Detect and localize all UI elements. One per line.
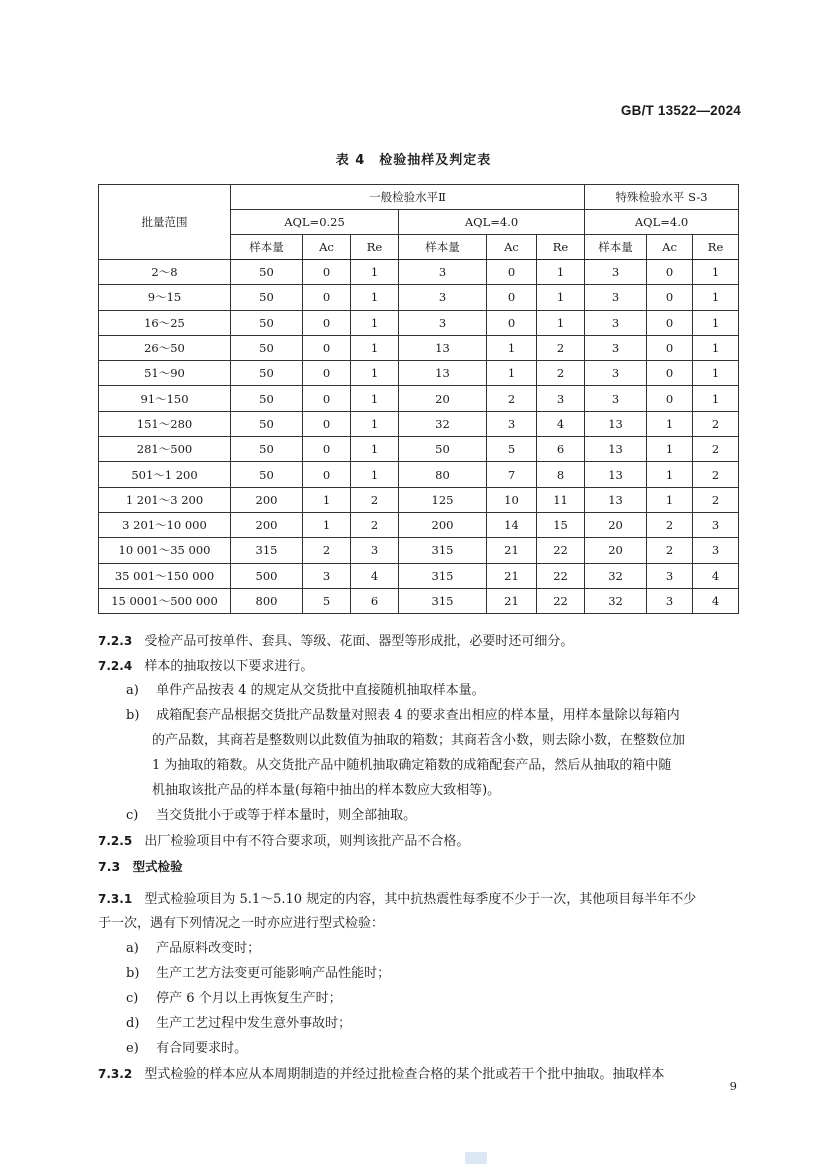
lot-range-cell: 281～500 xyxy=(99,437,231,462)
table-cell: 20 xyxy=(585,538,647,563)
table-cell: 6 xyxy=(537,437,585,462)
table-cell: 2 xyxy=(351,487,399,512)
table-cell: 14 xyxy=(487,512,537,537)
table-cell: 0 xyxy=(647,335,693,360)
table-row xyxy=(99,588,739,613)
table-cell: 1 xyxy=(537,285,585,310)
table-cell: 20 xyxy=(399,386,487,411)
table-cell: 3 xyxy=(585,335,647,360)
section-title: 7.3 型式检验 xyxy=(98,859,183,874)
standard-number: GB/T 13522—2024 xyxy=(620,103,741,118)
list-marker: b) xyxy=(126,966,140,981)
aql-40-general-header: AQL=4.0 xyxy=(399,210,585,235)
table-cell: 7 xyxy=(487,462,537,487)
table-cell: 0 xyxy=(487,310,537,335)
list-item-text: 1 为抽取的箱数。从交货批产品中随机抽取确定箱数的成箱配套产品，然后从抽取的箱中随 xyxy=(152,758,672,773)
lot-range-cell: 51～90 xyxy=(99,361,231,386)
table-cell: 0 xyxy=(303,411,351,436)
table-cell: 20 xyxy=(585,512,647,537)
table-cell: 50 xyxy=(231,361,303,386)
table-cell: 1 xyxy=(351,411,399,436)
table-cell: 50 xyxy=(231,310,303,335)
table-row xyxy=(99,487,739,512)
table-cell: 200 xyxy=(231,487,303,512)
list-marker: e) xyxy=(126,1041,139,1056)
table-row xyxy=(99,361,739,386)
table-cell: 1 xyxy=(647,411,693,436)
clause-number: 7.2.3 xyxy=(98,634,133,648)
watermark-stamp xyxy=(465,1152,487,1164)
table-row xyxy=(99,310,739,335)
table-cell: 50 xyxy=(231,462,303,487)
table-row xyxy=(99,386,739,411)
table-cell: 32 xyxy=(399,411,487,436)
table-cell: 50 xyxy=(231,285,303,310)
table-cell: 1 xyxy=(351,310,399,335)
table-cell: 21 xyxy=(487,563,537,588)
special-level-header: 特殊检验水平 S-3 xyxy=(585,185,739,210)
re-header: Re xyxy=(537,235,585,260)
lot-range-cell: 3 201～10 000 xyxy=(99,512,231,537)
table-row xyxy=(99,437,739,462)
table-cell: 2 xyxy=(647,512,693,537)
table-cell: 0 xyxy=(303,310,351,335)
table-row xyxy=(99,512,739,537)
table-cell: 1 xyxy=(647,437,693,462)
table-cell: 2 xyxy=(693,462,739,487)
clause-number: 7.2.5 xyxy=(98,834,133,848)
table-row xyxy=(99,411,739,436)
clause-text: 于一次，遇有下列情况之一时亦应进行型式检验： xyxy=(98,916,385,931)
clause-text: 样本的抽取按以下要求进行。 xyxy=(144,659,314,674)
table-cell: 2 xyxy=(693,487,739,512)
table-cell: 13 xyxy=(585,437,647,462)
table-cell: 1 xyxy=(537,260,585,285)
table-cell: 2 xyxy=(487,386,537,411)
page-number: 9 xyxy=(729,1079,737,1093)
list-item-text: 单件产品按表 4 的规定从交货批中直接随机抽取样本量。 xyxy=(156,683,485,698)
table-cell: 2 xyxy=(693,437,739,462)
table-cell: 0 xyxy=(303,386,351,411)
list-item-text: 停产 6 个月以上再恢复生产时； xyxy=(156,991,342,1006)
table-cell: 125 xyxy=(399,487,487,512)
lot-range-cell: 2～8 xyxy=(99,260,231,285)
table-cell: 4 xyxy=(537,411,585,436)
ac-header: Ac xyxy=(487,235,537,260)
list-marker: a) xyxy=(126,683,139,698)
table-cell: 1 xyxy=(303,487,351,512)
table-row xyxy=(99,462,739,487)
clause-text: 出厂检验项目中有不符合要求项，则判该批产品不合格。 xyxy=(144,834,470,849)
lot-range-cell: 91～150 xyxy=(99,386,231,411)
table-cell: 3 xyxy=(303,563,351,588)
table-cell: 0 xyxy=(647,310,693,335)
lot-range-cell: 15 0001～500 000 xyxy=(99,588,231,613)
list-item-text: 成箱配套产品根据交货批产品数量对照表 4 的要求查出相应的样本量，用样本量除以每箱内 xyxy=(156,708,680,723)
table-cell: 0 xyxy=(303,462,351,487)
lot-range-cell: 10 001～35 000 xyxy=(99,538,231,563)
table-cell: 1 xyxy=(303,512,351,537)
lot-range-cell: 1 201～3 200 xyxy=(99,487,231,512)
ac-header: Ac xyxy=(647,235,693,260)
table-cell: 3 xyxy=(693,512,739,537)
table-cell: 0 xyxy=(647,386,693,411)
list-marker: c) xyxy=(126,991,139,1006)
table-cell: 13 xyxy=(585,487,647,512)
sampling-table xyxy=(98,184,739,614)
list-item-text: 有合同要求时。 xyxy=(156,1041,248,1056)
re-header: Re xyxy=(351,235,399,260)
table-cell: 15 xyxy=(537,512,585,537)
table-cell: 0 xyxy=(647,260,693,285)
table-cell: 1 xyxy=(537,310,585,335)
table-cell: 22 xyxy=(537,538,585,563)
table-cell: 1 xyxy=(647,462,693,487)
general-level-header: 一般检验水平Ⅱ xyxy=(231,185,585,210)
table-cell: 50 xyxy=(231,437,303,462)
table-cell: 3 xyxy=(399,285,487,310)
table-cell: 13 xyxy=(585,411,647,436)
lot-range-cell: 16～25 xyxy=(99,310,231,335)
table-cell: 315 xyxy=(399,538,487,563)
table-row xyxy=(99,538,739,563)
list-item-text: 机抽取该批产品的样本量(每箱中抽出的样本数应大致相等)。 xyxy=(152,783,501,798)
table-cell: 32 xyxy=(585,563,647,588)
table-cell: 3 xyxy=(351,538,399,563)
list-item-text: 生产工艺过程中发生意外事故时； xyxy=(156,1016,352,1031)
table-cell: 3 xyxy=(399,260,487,285)
table-title: 表 4 检验抽样及判定表 xyxy=(335,153,492,168)
table-cell: 5 xyxy=(487,437,537,462)
aql-40-special-header: AQL=4.0 xyxy=(585,210,739,235)
table-cell: 32 xyxy=(585,588,647,613)
table-cell: 21 xyxy=(487,588,537,613)
table-row xyxy=(99,285,739,310)
table-cell: 4 xyxy=(351,563,399,588)
table-cell: 2 xyxy=(537,335,585,360)
table-cell: 0 xyxy=(303,285,351,310)
table-cell: 3 xyxy=(585,260,647,285)
sample-size-header: 样本量 xyxy=(231,235,303,260)
lot-range-header: 批量范围 xyxy=(99,185,231,260)
table-cell: 4 xyxy=(693,563,739,588)
clause-number: 7.3.1 xyxy=(98,892,133,906)
lot-range-cell: 151～280 xyxy=(99,411,231,436)
table-cell: 11 xyxy=(537,487,585,512)
table-cell: 50 xyxy=(231,260,303,285)
list-item-text: 产品原料改变时； xyxy=(156,941,261,956)
table-cell: 6 xyxy=(351,588,399,613)
table-cell: 1 xyxy=(351,437,399,462)
table-cell: 0 xyxy=(647,361,693,386)
table-cell: 22 xyxy=(537,588,585,613)
table-cell: 315 xyxy=(399,563,487,588)
table-cell: 21 xyxy=(487,538,537,563)
table-cell: 3 xyxy=(399,310,487,335)
table-cell: 2 xyxy=(351,512,399,537)
aql-025-header: AQL=0.25 xyxy=(231,210,399,235)
lot-range-cell: 35 001～150 000 xyxy=(99,563,231,588)
table-cell: 2 xyxy=(647,538,693,563)
table-cell: 3 xyxy=(585,285,647,310)
table-cell: 1 xyxy=(647,487,693,512)
lot-range-cell: 9～15 xyxy=(99,285,231,310)
sample-size-header: 样本量 xyxy=(399,235,487,260)
table-cell: 0 xyxy=(303,260,351,285)
list-marker: c) xyxy=(126,808,139,823)
table-cell: 1 xyxy=(351,285,399,310)
table-cell: 13 xyxy=(399,335,487,360)
table-cell: 1 xyxy=(693,361,739,386)
table-cell: 50 xyxy=(231,335,303,360)
table-cell: 315 xyxy=(399,588,487,613)
table-cell: 1 xyxy=(487,361,537,386)
list-item-text: 生产工艺方法变更可能影响产品性能时； xyxy=(156,966,391,981)
re-header: Re xyxy=(693,235,739,260)
table-cell: 200 xyxy=(399,512,487,537)
table-cell: 50 xyxy=(231,411,303,436)
table-cell: 800 xyxy=(231,588,303,613)
table-row xyxy=(99,563,739,588)
table-cell: 1 xyxy=(351,462,399,487)
table-cell: 1 xyxy=(693,310,739,335)
clause-text: 型式检验项目为 5.1～5.10 规定的内容，其中抗热震性每季度不少于一次，其他项目每半年不少 xyxy=(144,892,697,907)
table-cell: 200 xyxy=(231,512,303,537)
table-cell: 1 xyxy=(351,335,399,360)
sample-size-header: 样本量 xyxy=(585,235,647,260)
table-cell: 2 xyxy=(303,538,351,563)
list-item-text: 当交货批小于或等于样本量时，则全部抽取。 xyxy=(156,808,417,823)
table-cell: 50 xyxy=(231,386,303,411)
table-cell: 1 xyxy=(351,386,399,411)
table-cell: 0 xyxy=(303,361,351,386)
table-cell: 8 xyxy=(537,462,585,487)
table-cell: 1 xyxy=(487,335,537,360)
table-cell: 2 xyxy=(537,361,585,386)
lot-range-cell: 501～1 200 xyxy=(99,462,231,487)
table-cell: 0 xyxy=(303,335,351,360)
table-cell: 1 xyxy=(693,285,739,310)
list-marker: a) xyxy=(126,941,139,956)
table-cell: 1 xyxy=(693,260,739,285)
lot-range-cell: 26～50 xyxy=(99,335,231,360)
table-cell: 13 xyxy=(585,462,647,487)
table-row xyxy=(99,260,739,285)
table-cell: 13 xyxy=(399,361,487,386)
table-cell: 3 xyxy=(693,538,739,563)
table-cell: 1 xyxy=(693,386,739,411)
list-marker: d) xyxy=(126,1016,140,1031)
clause-text: 受检产品可按单件、套具、等级、花面、器型等形成批，必要时还可细分。 xyxy=(144,634,574,649)
table-cell: 2 xyxy=(693,411,739,436)
table-cell: 0 xyxy=(647,285,693,310)
table-cell: 5 xyxy=(303,588,351,613)
list-item-text: 的产品数，其商若是整数则以此数值为抽取的箱数；其商若含小数，则去除小数，在整数位加 xyxy=(152,733,686,748)
table-cell: 3 xyxy=(585,310,647,335)
table-cell: 22 xyxy=(537,563,585,588)
table-cell: 0 xyxy=(303,437,351,462)
table-cell: 80 xyxy=(399,462,487,487)
table-cell: 315 xyxy=(231,538,303,563)
table-cell: 1 xyxy=(693,335,739,360)
table-cell: 3 xyxy=(487,411,537,436)
table-cell: 3 xyxy=(537,386,585,411)
table-cell: 500 xyxy=(231,563,303,588)
table-row xyxy=(99,335,739,360)
list-marker: b) xyxy=(126,708,140,723)
table-cell: 4 xyxy=(693,588,739,613)
clause-text: 型式检验的样本应从本周期制造的并经过批检查合格的某个批或若干个批中抽取。抽取样本 xyxy=(144,1067,665,1082)
clause-number: 7.2.4 xyxy=(98,659,133,673)
table-cell: 50 xyxy=(399,437,487,462)
table-cell: 10 xyxy=(487,487,537,512)
table-cell: 3 xyxy=(585,361,647,386)
table-cell: 1 xyxy=(351,260,399,285)
table-cell: 3 xyxy=(647,563,693,588)
table-cell: 0 xyxy=(487,260,537,285)
ac-header: Ac xyxy=(303,235,351,260)
table-cell: 3 xyxy=(647,588,693,613)
table-cell: 0 xyxy=(487,285,537,310)
table-cell: 3 xyxy=(585,386,647,411)
clause-number: 7.3.2 xyxy=(98,1067,133,1081)
table-cell: 1 xyxy=(351,361,399,386)
